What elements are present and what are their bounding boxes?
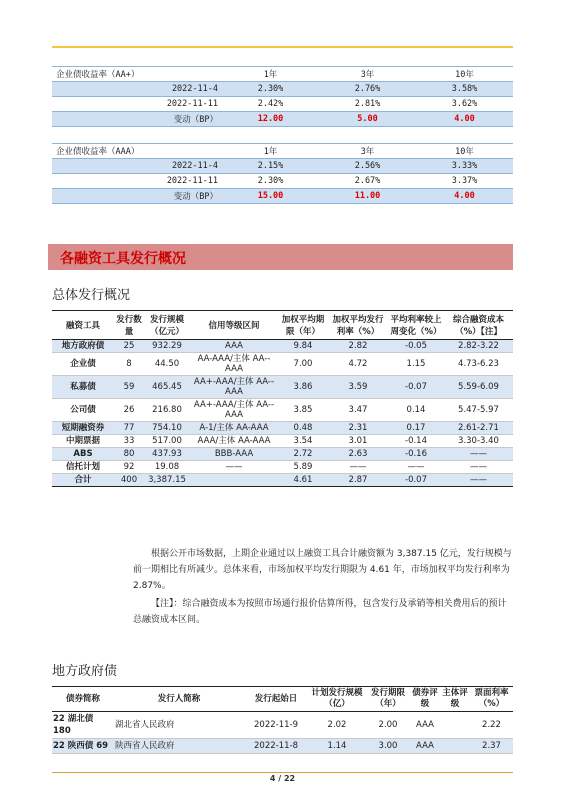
yield-value: 3.58% xyxy=(416,82,513,97)
header-cell: 发行期限（年） xyxy=(366,687,410,712)
local-govt-title: 地方政府债 xyxy=(52,664,118,679)
table-cell: AA-AAA/主体 AA--AAA xyxy=(190,353,278,376)
footer-rule xyxy=(52,772,513,773)
yield-value: 3.33% xyxy=(416,159,513,174)
change-value: 5.00 xyxy=(319,112,416,127)
yield-date: 2022-11-11 xyxy=(52,97,222,112)
table-cell: 400 xyxy=(114,474,144,487)
table-cell: —— xyxy=(388,461,444,474)
table-cell: 2.82 xyxy=(328,340,388,353)
table-row xyxy=(52,461,513,474)
table-cell: 0.48 xyxy=(278,422,328,435)
table-cell: 2.82-3.22 xyxy=(444,340,513,353)
table-cell: 216.80 xyxy=(144,399,190,422)
table-row xyxy=(52,340,513,353)
col-10y: 10年 xyxy=(416,67,513,82)
yield-value: 2.56% xyxy=(319,159,416,174)
yield-table-aa-plus xyxy=(52,66,513,127)
table-cell: 2.31 xyxy=(328,422,388,435)
yield-table-title: 企业债收益率（AA+） xyxy=(52,67,222,82)
header-cell: 信用等级区间 xyxy=(190,311,278,340)
table-cell: 2.61-2.71 xyxy=(444,422,513,435)
header-cell: 主体评级 xyxy=(440,687,470,712)
yield-value: 2.81% xyxy=(319,97,416,112)
table-cell: 437.93 xyxy=(144,448,190,461)
table-cell xyxy=(440,739,470,754)
table-cell xyxy=(190,474,278,487)
yield-row xyxy=(52,97,513,112)
table-cell: 77 xyxy=(114,422,144,435)
table-cell: 59 xyxy=(114,376,144,399)
table-cell: -0.07 xyxy=(388,376,444,399)
table-row xyxy=(52,376,513,399)
issuer-name: 陕西省人民政府 xyxy=(114,739,244,754)
table-cell: 3.47 xyxy=(328,399,388,422)
table-cell: —— xyxy=(190,461,278,474)
yield-change-row xyxy=(52,112,513,127)
overview-title: 总体发行概况 xyxy=(52,288,131,303)
instrument-name: 公司债 xyxy=(52,399,114,422)
header-cell: 发行数量 xyxy=(114,311,144,340)
yield-value: 2.30% xyxy=(222,174,319,189)
table-cell: 4.72 xyxy=(328,353,388,376)
yield-table-header xyxy=(52,67,513,82)
local-table-header xyxy=(52,687,513,712)
table-cell: AAA xyxy=(410,712,440,739)
table-cell: AA+-AAA/主体 AA--AAA xyxy=(190,376,278,399)
instrument-name: 中期票据 xyxy=(52,435,114,448)
table-cell: 8 xyxy=(114,353,144,376)
yield-date: 2022-11-4 xyxy=(52,82,222,97)
table-cell: 2.02 xyxy=(308,712,366,739)
table-cell: 2022-11-9 xyxy=(244,712,308,739)
table-row xyxy=(52,739,513,754)
table-cell: 3,387.15 xyxy=(144,474,190,487)
table-cell: —— xyxy=(444,448,513,461)
table-cell: 44.50 xyxy=(144,353,190,376)
header-cell: 票面利率（%） xyxy=(470,687,513,712)
issuance-table xyxy=(52,310,513,487)
table-cell: —— xyxy=(444,474,513,487)
table-cell: 5.89 xyxy=(278,461,328,474)
yield-value: 2.30% xyxy=(222,82,319,97)
yield-table-title: 企业债收益率（AAA） xyxy=(52,144,222,159)
table-cell: 3.54 xyxy=(278,435,328,448)
change-value: 11.00 xyxy=(319,189,416,204)
table-cell: 3.00 xyxy=(366,739,410,754)
table-row xyxy=(52,399,513,422)
yield-value: 2.42% xyxy=(222,97,319,112)
summary-paragraph: 根据公开市场数据，上期企业通过以上融资工具合计融资额为 3,387.15 亿元，发行规模与前一期相比有所减少。总体来看，市场加权平均发行期限为 4.61 年，市场加权平均发行利率为 2.87%。 xyxy=(133,549,512,591)
table-cell: —— xyxy=(444,461,513,474)
table-cell: AA+-AAA/主体 AA--AAA xyxy=(190,399,278,422)
header-cell: 发行规模（亿元） xyxy=(144,311,190,340)
page-number: 4 / 22 xyxy=(269,774,296,783)
yield-row xyxy=(52,174,513,189)
instrument-name: 短期融资券 xyxy=(52,422,114,435)
section-title: 各融资工具发行概况 xyxy=(60,251,186,267)
col-3y: 3年 xyxy=(319,67,416,82)
table-cell: A-1/主体 AA-AAA xyxy=(190,422,278,435)
table-cell: 5.47-5.97 xyxy=(444,399,513,422)
section-header xyxy=(48,244,513,270)
table-cell: AAA/主体 AA-AAA xyxy=(190,435,278,448)
header-cell: 债券评级 xyxy=(410,687,440,712)
instrument-name: 私募债 xyxy=(52,376,114,399)
change-label: 变动（BP） xyxy=(52,112,222,127)
table-cell: 3.01 xyxy=(328,435,388,448)
table-cell: 4.61 xyxy=(278,474,328,487)
change-value: 4.00 xyxy=(416,189,513,204)
yield-row xyxy=(52,159,513,174)
instrument-name: 信托计划 xyxy=(52,461,114,474)
table-row xyxy=(52,422,513,435)
table-cell: 465.45 xyxy=(144,376,190,399)
table-cell: 25 xyxy=(114,340,144,353)
header-cell: 加权平均发行利率（%） xyxy=(328,311,388,340)
table-cell: 754.10 xyxy=(144,422,190,435)
table-cell: AAA xyxy=(190,340,278,353)
col-3y: 3年 xyxy=(319,144,416,159)
col-10y: 10年 xyxy=(416,144,513,159)
table-cell: 92 xyxy=(114,461,144,474)
change-value: 12.00 xyxy=(222,112,319,127)
table-cell: 3.59 xyxy=(328,376,388,399)
header-cell: 加权平均期限（年） xyxy=(278,311,328,340)
bond-name: 22 湖北债 180 xyxy=(52,712,114,739)
table-cell: 2.72 xyxy=(278,448,328,461)
yield-date: 2022-11-4 xyxy=(52,159,222,174)
header-cell: 综合融资成本（%）【注】 xyxy=(444,311,513,340)
table-cell: 19.08 xyxy=(144,461,190,474)
yield-value: 2.76% xyxy=(319,82,416,97)
header-cell: 平均利率较上周变化（%） xyxy=(388,311,444,340)
table-cell: 3.85 xyxy=(278,399,328,422)
table-cell: 932.29 xyxy=(144,340,190,353)
table-row xyxy=(52,712,513,739)
header-cell: 融资工具 xyxy=(52,311,114,340)
yield-date: 2022-11-11 xyxy=(52,174,222,189)
table-cell: 2.63 xyxy=(328,448,388,461)
table-cell: 1.14 xyxy=(308,739,366,754)
table-cell: 3.86 xyxy=(278,376,328,399)
table-cell: 3.30-3.40 xyxy=(444,435,513,448)
issuer-name: 湖北省人民政府 xyxy=(114,712,244,739)
table-cell: -0.07 xyxy=(388,474,444,487)
table-cell: 0.17 xyxy=(388,422,444,435)
table-cell: 5.59-6.09 xyxy=(444,376,513,399)
instrument-name: 地方政府债 xyxy=(52,340,114,353)
instrument-name: 合计 xyxy=(52,474,114,487)
table-cell: -0.14 xyxy=(388,435,444,448)
table-cell: —— xyxy=(328,461,388,474)
table-cell: 2.22 xyxy=(470,712,513,739)
table-cell: 80 xyxy=(114,448,144,461)
yield-value: 2.67% xyxy=(319,174,416,189)
instrument-name: 企业债 xyxy=(52,353,114,376)
header-cell: 债券简称 xyxy=(52,687,114,712)
header-cell: 发行人简称 xyxy=(114,687,244,712)
change-value: 4.00 xyxy=(416,112,513,127)
note-paragraph: 【注】：综合融资成本为按照市场通行报价估算所得，包含发行及承销等相关费用后的预计总融资成本区间。 xyxy=(133,599,507,625)
table-cell: 7.00 xyxy=(278,353,328,376)
instrument-name: ABS xyxy=(52,448,114,461)
table-cell: 2.37 xyxy=(470,739,513,754)
table-cell: 2022-11-8 xyxy=(244,739,308,754)
table-cell: 0.14 xyxy=(388,399,444,422)
table-cell: 2.00 xyxy=(366,712,410,739)
yield-table-aaa xyxy=(52,143,513,204)
yield-value: 3.62% xyxy=(416,97,513,112)
table-cell xyxy=(440,712,470,739)
table-row xyxy=(52,474,513,487)
table-cell: -0.16 xyxy=(388,448,444,461)
yield-change-row xyxy=(52,189,513,204)
table-cell: BBB-AAA xyxy=(190,448,278,461)
table-cell: 33 xyxy=(114,435,144,448)
bond-name: 22 陕西债 69 xyxy=(52,739,114,754)
col-1y: 1年 xyxy=(222,67,319,82)
table-cell: 2.87 xyxy=(328,474,388,487)
table-cell: 4.73-6.23 xyxy=(444,353,513,376)
table-cell: 26 xyxy=(114,399,144,422)
col-1y: 1年 xyxy=(222,144,319,159)
change-label: 变动（BP） xyxy=(52,189,222,204)
table-row xyxy=(52,448,513,461)
header-rule xyxy=(52,46,513,48)
table-cell: 1.15 xyxy=(388,353,444,376)
issuance-table-header xyxy=(52,311,513,340)
table-cell: 9.84 xyxy=(278,340,328,353)
header-cell: 发行起始日 xyxy=(244,687,308,712)
local-govt-table xyxy=(52,686,513,754)
table-cell: 517.00 xyxy=(144,435,190,448)
table-cell: -0.05 xyxy=(388,340,444,353)
change-value: 15.00 xyxy=(222,189,319,204)
table-row xyxy=(52,435,513,448)
table-cell: AAA xyxy=(410,739,440,754)
header-cell: 计划发行规模（亿） xyxy=(308,687,366,712)
yield-table-header xyxy=(52,144,513,159)
yield-value: 3.37% xyxy=(416,174,513,189)
yield-row xyxy=(52,82,513,97)
table-row xyxy=(52,353,513,376)
yield-value: 2.15% xyxy=(222,159,319,174)
